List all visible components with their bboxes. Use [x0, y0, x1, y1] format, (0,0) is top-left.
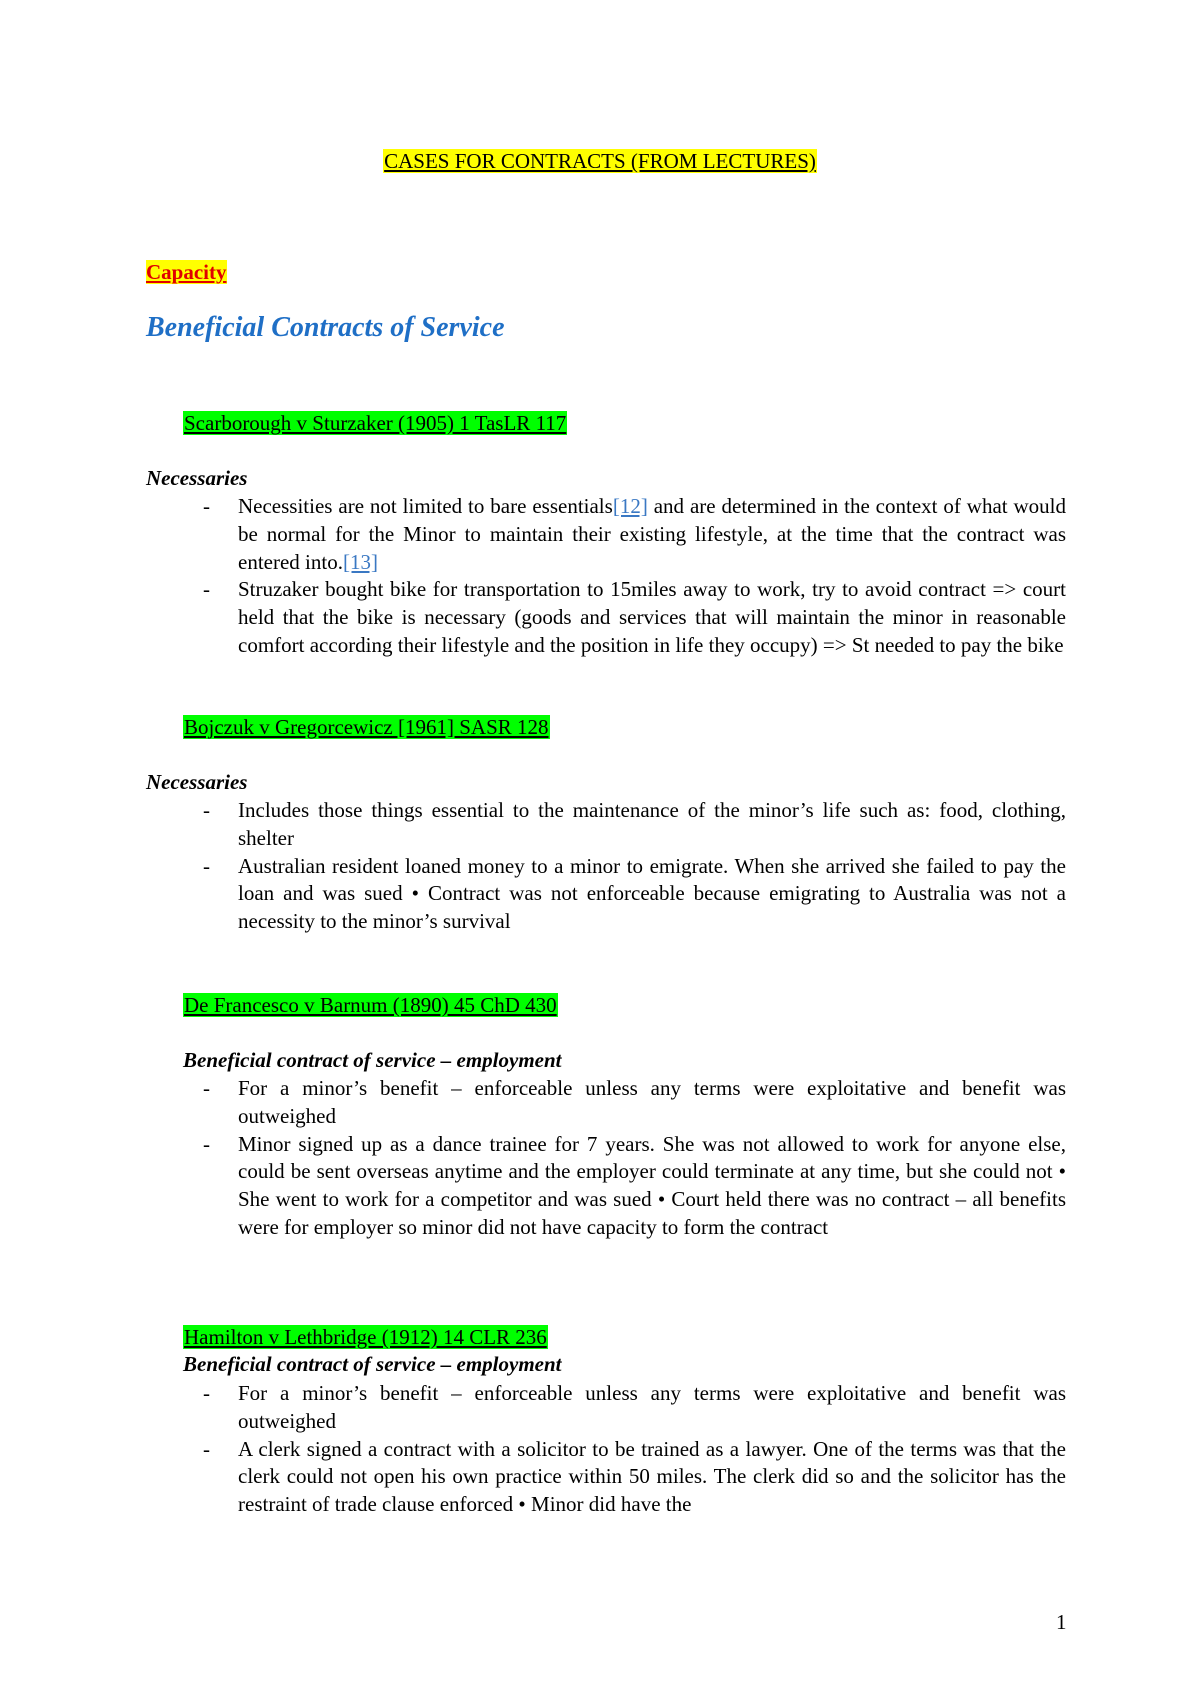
case-title-scarborough	[183, 410, 567, 436]
case-label-employment: Beneficial contract of service – employment	[183, 1048, 562, 1072]
list-item	[146, 797, 1066, 853]
bullet-text: Struzaker bought bike for transportation to 15miles away to work, try to avoid contract => court held that the bike is necessary (goods and services that will maintain the minor in reasonable comfort according their lifestyle and the position in life they occupy) => St needed to pay the bike	[238, 577, 1066, 657]
bullet-text: For a minor’s benefit – enforceable unless any terms were exploitative and benefit was outweighed	[238, 1076, 1066, 1128]
case-bullet-list	[146, 493, 1066, 660]
bullet-text: A clerk signed a contract with a solicitor to be trained as a lawyer. One of the terms was that the clerk could not open his own practice within 50 miles. The clerk did so and the solicitor has the restraint of trade clause enforced • Minor did have the	[238, 1436, 1066, 1517]
list-item	[146, 1380, 1066, 1436]
bullet-text: Includes those things essential to the maintenance of the minor’s life such as: food, clothing, shelter	[238, 798, 1066, 850]
case-title-bojczuk	[183, 714, 550, 740]
list-item	[146, 853, 1066, 936]
case-title-text: Hamilton v Lethbridge (1912) 14 CLR 236	[184, 1325, 547, 1349]
bullet-text: Minor signed up as a dance trainee for 7 years. She was not allowed to work for anyone else, could be sent overseas anytime and the employer could terminate at any time, but she could not • She went to work for a competitor and was sued • Court held there was no contract – all benefits were for employer so minor did not have capacity to form the contract	[238, 1131, 1066, 1239]
list-item	[146, 1075, 1066, 1131]
document-title-text: CASES FOR CONTRACTS (FROM LECTURES)	[384, 149, 816, 173]
subheading-beneficial-contracts: Beneficial Contracts of Service	[146, 312, 505, 343]
case-bullet-list	[146, 1075, 1066, 1242]
page-number: 1	[1056, 1610, 1067, 1634]
bullet-text: Australian resident loaned money to a minor to emigrate. When she arrived she failed to pay the loan and was sued • Contract was not enforceable because emigrating to Australia was not a necessity to the minor’s survival	[238, 853, 1066, 934]
list-item	[146, 1436, 1066, 1519]
list-item	[146, 576, 1066, 659]
case-label-employment: Beneficial contract of service – employment	[183, 1352, 562, 1376]
case-title-text: De Francesco v Barnum (1890) 45 ChD 430	[184, 993, 557, 1017]
bullet-text: For a minor’s benefit – enforceable unless any terms were exploitative and benefit was outweighed	[238, 1381, 1066, 1433]
section-heading-text: Capacity	[146, 260, 227, 284]
footnote-link-12[interactable]: [12]	[612, 494, 648, 518]
section-heading-capacity	[146, 260, 227, 285]
case-title-hamilton	[183, 1324, 548, 1350]
case-label-necessaries: Necessaries	[146, 466, 248, 490]
case-bullet-list	[146, 1380, 1066, 1519]
case-title-de-francesco	[183, 992, 558, 1018]
case-title-text: Scarborough v Sturzaker (1905) 1 TasLR 117	[184, 411, 567, 435]
list-item	[146, 1131, 1066, 1242]
document-title	[0, 148, 1200, 174]
bullet-text: and are determined in the context of what would be normal for the Minor to maintain their existing lifestyle, at the time that the contract was entered into.	[238, 494, 1067, 574]
footnote-link-13[interactable]: [13]	[342, 549, 378, 574]
case-title-text: Bojczuk v Gregorcewicz [1961] SASR 128	[184, 715, 549, 739]
case-bullet-list	[146, 797, 1066, 936]
case-label-necessaries: Necessaries	[146, 770, 248, 794]
bullet-text: Necessities are not limited to bare essentials	[238, 494, 613, 518]
list-item	[146, 493, 1066, 576]
